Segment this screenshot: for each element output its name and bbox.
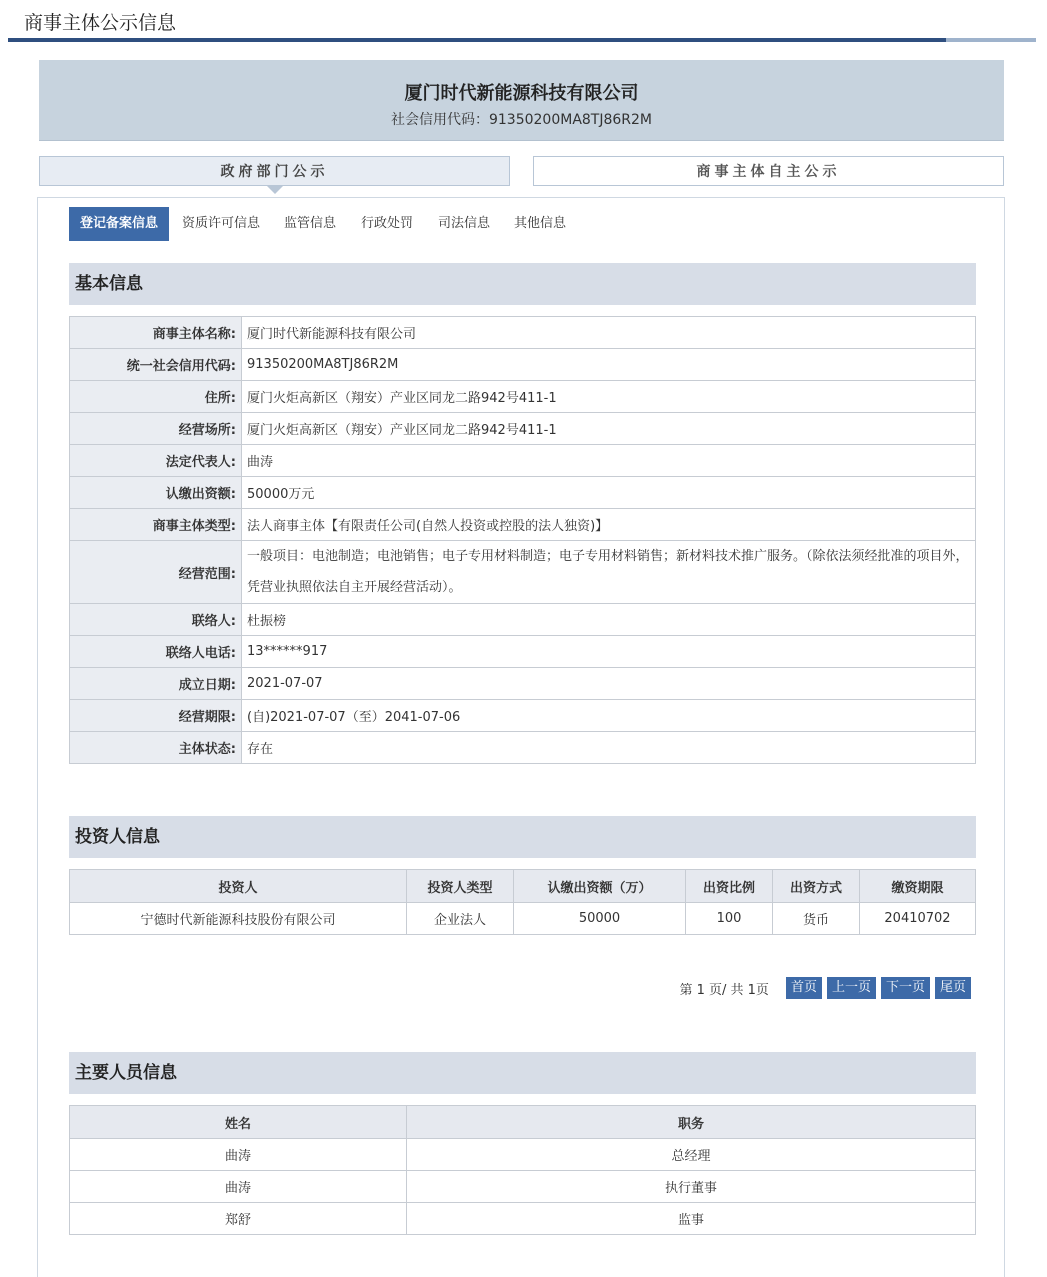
info-row	[70, 317, 976, 349]
info-label: 认缴出资额:	[70, 477, 242, 509]
investor-table	[69, 869, 976, 935]
info-row	[70, 604, 976, 636]
table-cell: 郑舒	[70, 1203, 407, 1235]
table-cell: 执行董事	[407, 1171, 976, 1203]
table-cell: 企业法人	[407, 903, 514, 935]
info-value: 杜振榜	[242, 604, 976, 636]
column-header: 投资人	[70, 870, 407, 903]
info-label: 经营场所:	[70, 413, 242, 445]
info-label: 经营范围:	[70, 541, 242, 604]
sub-tab-qualification[interactable]: 资质许可信息	[182, 216, 261, 231]
pagination	[679, 977, 971, 999]
info-row	[70, 541, 976, 604]
table-cell: 曲涛	[70, 1171, 407, 1203]
table-cell: 20410702	[860, 903, 976, 935]
next-page-button[interactable]: 下一页	[881, 977, 930, 999]
column-header: 姓名	[70, 1106, 407, 1139]
column-header: 出资方式	[773, 870, 860, 903]
table-cell: 监事	[407, 1203, 976, 1235]
table-header-row	[70, 870, 976, 903]
table-cell: 货币	[773, 903, 860, 935]
active-tab-caret	[266, 185, 284, 194]
table-cell: 宁德时代新能源科技股份有限公司	[70, 903, 407, 935]
info-row	[70, 700, 976, 732]
credit-code-value: 91350200MA8TJ86R2M	[488, 112, 653, 128]
table-cell: 总经理	[407, 1139, 976, 1171]
info-label: 商事主体名称:	[70, 317, 242, 349]
info-value: 法人商事主体【有限责任公司(自然人投资或控股的法人独资)】	[242, 509, 976, 541]
info-value: 曲涛	[242, 445, 976, 477]
table-row	[70, 1139, 976, 1171]
sub-tab-other[interactable]: 其他信息	[514, 216, 567, 231]
info-label: 联络人:	[70, 604, 242, 636]
tab-government-disclosure-label: 政府部门公示	[220, 164, 329, 180]
credit-code-label: 社会信用代码：	[390, 112, 489, 128]
info-row	[70, 668, 976, 700]
table-row	[70, 1203, 976, 1235]
sub-tab-registration[interactable]: 登记备案信息	[69, 207, 169, 241]
table-cell: 曲涛	[70, 1139, 407, 1171]
title-divider	[8, 38, 1036, 42]
tab-self-disclosure-label: 商事主体自主公示	[696, 164, 841, 180]
info-value: 厦门火炬高新区（翔安）产业区同龙二路942号411-1	[242, 381, 976, 413]
company-name: 厦门时代新能源科技有限公司	[404, 83, 639, 104]
section-investors: 投资人信息	[69, 816, 976, 858]
info-row	[70, 732, 976, 764]
table-row	[70, 903, 976, 935]
info-label: 统一社会信用代码:	[70, 349, 242, 381]
page-title: 商事主体公示信息	[24, 12, 177, 34]
info-label: 经营期限:	[70, 700, 242, 732]
sub-tab-penalty[interactable]: 行政处罚	[361, 216, 414, 231]
info-label: 住所:	[70, 381, 242, 413]
info-value: 存在	[242, 732, 976, 764]
personnel-table	[69, 1105, 976, 1235]
section-basic-info: 基本信息	[69, 263, 976, 305]
info-label: 法定代表人:	[70, 445, 242, 477]
info-label: 联络人电话:	[70, 636, 242, 668]
info-value: (自)2021-07-07（至）2041-07-06	[242, 700, 976, 732]
first-page-button[interactable]: 首页	[786, 977, 822, 999]
credit-code-line	[39, 109, 1004, 129]
table-row	[70, 1171, 976, 1203]
info-value: 2021-07-07	[242, 668, 976, 700]
table-header-row	[70, 1106, 976, 1139]
section-personnel: 主要人员信息	[69, 1052, 976, 1094]
page-info: 第 1 页/ 共 1页	[679, 982, 769, 998]
info-row	[70, 381, 976, 413]
table-cell: 50000	[514, 903, 686, 935]
sub-tab-supervision[interactable]: 监管信息	[284, 216, 337, 231]
column-header: 认缴出资额（万）	[514, 870, 686, 903]
tab-government-disclosure[interactable]	[39, 156, 510, 186]
info-value: 91350200MA8TJ86R2M	[242, 349, 976, 381]
info-value: 厦门火炬高新区（翔安）产业区同龙二路942号411-1	[242, 413, 976, 445]
info-value: 一般项目：电池制造；电池销售；电子专用材料制造；电子专用材料销售；新材料技术推广服务。（除依法须经批准的项目外，凭营业执照依法自主开展经营活动）。	[242, 541, 976, 604]
last-page-button[interactable]: 尾页	[935, 977, 971, 999]
basic-info-table	[69, 316, 976, 764]
tab-self-disclosure[interactable]	[533, 156, 1004, 186]
sub-tab-judicial[interactable]: 司法信息	[438, 216, 491, 231]
prev-page-button[interactable]: 上一页	[827, 977, 876, 999]
info-label: 成立日期:	[70, 668, 242, 700]
table-cell: 100	[686, 903, 773, 935]
info-label: 商事主体类型:	[70, 509, 242, 541]
column-header: 职务	[407, 1106, 976, 1139]
info-row	[70, 509, 976, 541]
info-row	[70, 445, 976, 477]
info-row	[70, 349, 976, 381]
column-header: 投资人类型	[407, 870, 514, 903]
company-banner	[39, 60, 1004, 141]
info-value: 厦门时代新能源科技有限公司	[242, 317, 976, 349]
info-value: 13******917	[242, 636, 976, 668]
info-label: 主体状态:	[70, 732, 242, 764]
info-value: 50000万元	[242, 477, 976, 509]
info-row	[70, 477, 976, 509]
column-header: 出资比例	[686, 870, 773, 903]
column-header: 缴资期限	[860, 870, 976, 903]
info-row	[70, 636, 976, 668]
info-row	[70, 413, 976, 445]
